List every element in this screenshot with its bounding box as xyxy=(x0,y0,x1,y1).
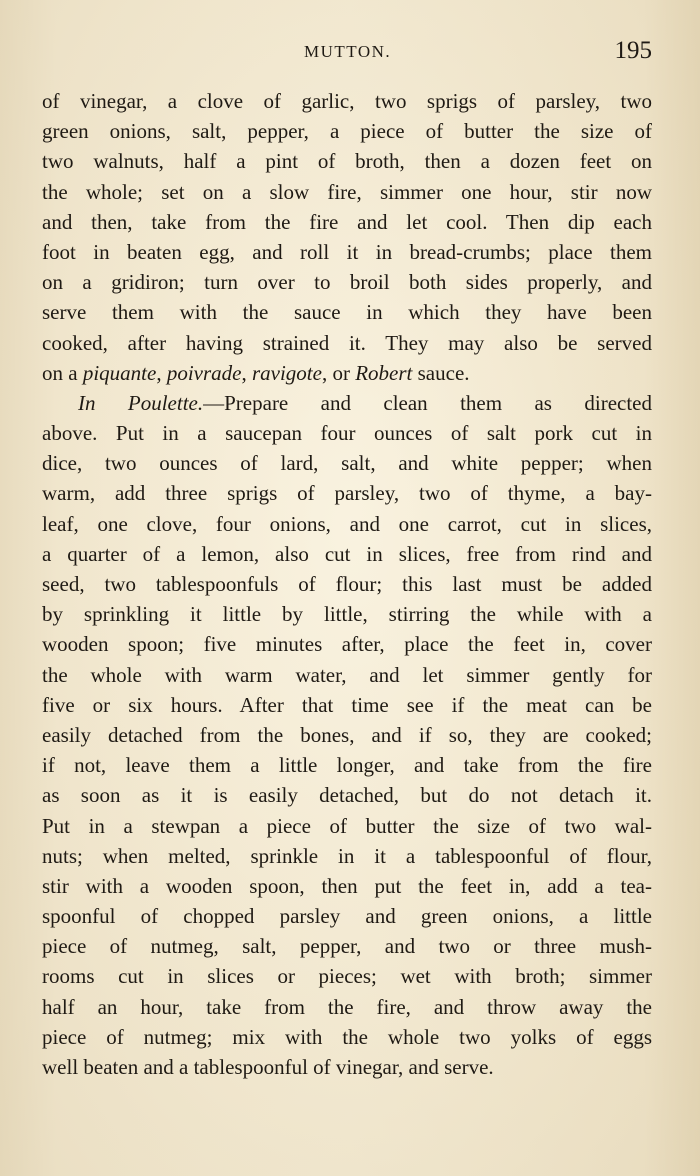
running-title: MUTTON. xyxy=(304,42,392,61)
text-line: by sprinkling it little by little, stirring the while with a xyxy=(42,602,652,627)
text-line: spoonful of chopped parsley and green onions, a little xyxy=(42,904,652,929)
sauce-name-poivrade: poivrade xyxy=(166,360,242,385)
text-line: well beaten and a tablespoonful of vinegar, and serve. xyxy=(42,1055,494,1079)
text-line: and then, take from the fire and let cool. Then dip each xyxy=(42,209,652,234)
text-line: piece of nutmeg; mix with the whole two yolks of eggs xyxy=(42,1024,652,1049)
text-line: five or six hours. After that time see if the meat can be xyxy=(42,692,652,717)
sauce-name-ravigote: ravigote xyxy=(251,360,322,385)
text-line: rooms cut in slices or pieces; wet with broth; simmer xyxy=(42,964,652,989)
text-line: on a gridiron; turn over to broil both sides properly, and xyxy=(42,270,652,295)
text-run: —Prepare and clean them as directed xyxy=(203,390,652,415)
text-line: nuts; when melted, sprinkle in it a tablespoonful of flour, xyxy=(42,843,652,868)
sauce-name-piquante: piquante xyxy=(82,360,157,385)
text-line: above. Put in a saucepan four ounces of salt pork cut in xyxy=(42,421,652,446)
text-line: leaf, one clove, four onions, and one carrot, cut in slices, xyxy=(42,511,652,536)
text-line: of vinegar, a clove of garlic, two sprigs of parsley, two xyxy=(42,89,652,113)
text-line-sauce-list xyxy=(42,358,652,388)
text-line: Put in a stewpan a piece of butter the size of two wal- xyxy=(42,813,652,838)
page-body xyxy=(42,86,652,1082)
text-line: the whole with warm water, and let simmer gently for xyxy=(42,662,652,687)
running-head xyxy=(0,37,700,70)
text-line-section-heading xyxy=(42,388,652,418)
text-line: the whole; set on a slow fire, simmer one hour, stir now xyxy=(42,179,652,204)
text-line: piece of nutmeg, salt, pepper, and two or three mush- xyxy=(42,934,652,959)
text-line: a quarter of a lemon, also cut in slices, free from rind and xyxy=(42,541,652,566)
text-line: dice, two ounces of lard, salt, and white pepper; when xyxy=(42,451,652,476)
text-run: , xyxy=(241,360,252,385)
sauce-name-robert: Robert xyxy=(355,360,413,385)
text-line: two walnuts, half a pint of broth, then a dozen feet on xyxy=(42,149,652,174)
text-line: as soon as it is easily detached, but do not detach it. xyxy=(42,783,652,808)
section-heading-in-poulette: In Poulette. xyxy=(78,390,204,415)
text-line: serve them with the sauce in which they have been xyxy=(42,300,652,325)
paragraph-mutton-feet-continued xyxy=(42,86,652,388)
text-line: if not, leave them a little longer, and take from the fire xyxy=(42,753,652,778)
text-line: wooden spoon; five minutes after, place the feet in, cover xyxy=(42,632,652,657)
text-line: easily detached from the bones, and if so, they are cooked; xyxy=(42,722,652,747)
text-line: stir with a wooden spoon, then put the feet in, add a tea- xyxy=(42,873,652,898)
paragraph-in-poulette xyxy=(42,388,652,1082)
text-line: foot in beaten egg, and roll it in bread-crumbs; place them xyxy=(42,239,652,264)
text-line: green onions, salt, pepper, a piece of butter the size of xyxy=(42,119,652,144)
text-line: warm, add three sprigs of parsley, two of thyme, a bay- xyxy=(42,481,652,506)
text-run: sauce. xyxy=(412,360,470,385)
text-run: on a xyxy=(42,360,83,385)
text-line: half an hour, take from the fire, and throw away the xyxy=(42,994,652,1019)
text-line: cooked, after having strained it. They may also be served xyxy=(42,330,652,355)
page-number: 195 xyxy=(614,37,652,64)
text-line: seed, two tablespoonfuls of flour; this last must be added xyxy=(42,572,652,596)
text-run: , xyxy=(156,360,167,385)
text-run: , or xyxy=(321,360,356,385)
